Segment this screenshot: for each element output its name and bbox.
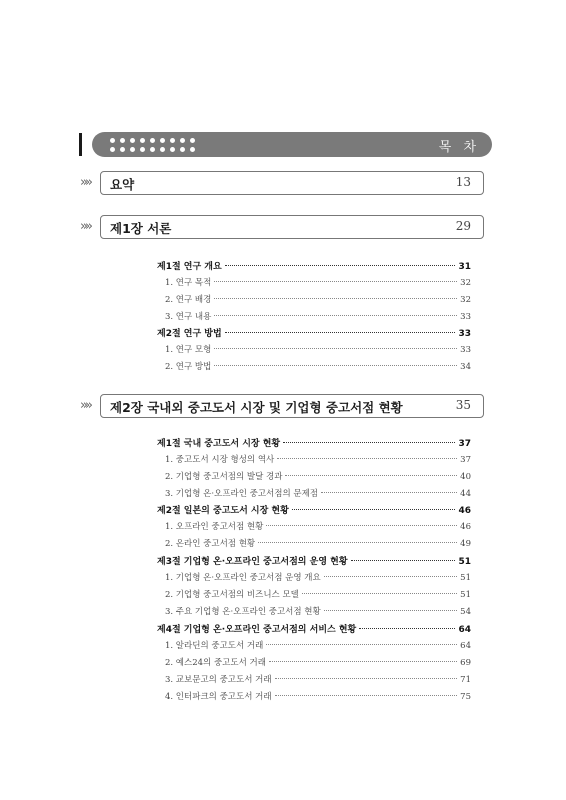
entry-page: 46 xyxy=(460,522,471,532)
toc-header-bar xyxy=(79,130,492,157)
entry-page: 33 xyxy=(460,345,471,355)
chapter-1[interactable] xyxy=(80,215,484,239)
dot-leader xyxy=(277,458,457,459)
dot-leader xyxy=(302,593,457,594)
entry-label: 1. 중고도서 시장 형성의 역사 xyxy=(165,455,275,465)
entry-page: 40 xyxy=(460,472,471,482)
entry-label: 3. 교보문고의 중고도서 거래 xyxy=(165,675,272,685)
entry-page: 54 xyxy=(460,607,471,617)
toc-item[interactable] xyxy=(165,537,471,553)
toc-title: 목 차 xyxy=(438,140,480,155)
entry-label: 1. 기업형 온·오프라인 중고서점 운영 개요 xyxy=(165,573,321,583)
entry-label: 제1절 연구 개요 xyxy=(157,262,222,272)
dot-pattern xyxy=(110,136,200,154)
toc-section[interactable] xyxy=(157,259,471,275)
toc-section[interactable] xyxy=(157,326,471,342)
entry-page: 51 xyxy=(460,573,471,583)
toc-item[interactable] xyxy=(165,343,471,359)
toc-item[interactable] xyxy=(165,588,471,604)
entry-label: 3. 주요 기업형 온·오프라인 중고서점 현황 xyxy=(165,607,321,617)
double-chevron-icon: »» xyxy=(80,398,90,413)
double-chevron-icon: »» xyxy=(80,219,90,234)
dot-leader xyxy=(321,492,457,493)
entry-label: 3. 기업형 온·오프라인 중고서점의 문제점 xyxy=(165,489,318,499)
entry-label: 제4절 기업형 온·오프라인 중고서점의 서비스 현황 xyxy=(157,625,357,635)
double-chevron-icon: »» xyxy=(80,175,90,190)
chapter-page: 13 xyxy=(455,175,471,189)
dot-leader xyxy=(266,525,457,526)
entry-page: 51 xyxy=(458,557,471,567)
dot-leader xyxy=(214,315,457,316)
entry-page: 34 xyxy=(460,362,471,372)
dot-leader xyxy=(351,560,456,561)
entry-page: 46 xyxy=(458,506,471,516)
toc-section[interactable] xyxy=(157,436,471,452)
entry-page: 33 xyxy=(460,312,471,322)
chapter-title: 요약 xyxy=(110,177,135,192)
entry-page: 33 xyxy=(458,329,471,339)
entry-page: 64 xyxy=(458,625,471,635)
entry-label: 4. 인터파크의 중고도서 거래 xyxy=(165,692,272,702)
entry-label: 2. 온라인 중고서점 현황 xyxy=(165,539,256,549)
dot-leader xyxy=(266,644,457,645)
entry-label: 1. 오프라인 중고서점 현황 xyxy=(165,522,264,532)
toc-item[interactable] xyxy=(165,605,471,621)
chapter-title: 제1장 서론 xyxy=(110,221,172,236)
entry-page: 69 xyxy=(460,658,471,668)
toc-item[interactable] xyxy=(165,293,471,309)
dot-leader xyxy=(283,442,455,443)
entry-label: 3. 연구 내용 xyxy=(165,312,212,322)
chapter-box xyxy=(100,171,484,195)
header-marker xyxy=(79,133,82,156)
dot-leader xyxy=(214,281,457,282)
toc-item[interactable] xyxy=(165,470,471,486)
dot-leader xyxy=(214,348,457,349)
entry-page: 49 xyxy=(460,539,471,549)
dot-leader xyxy=(359,628,455,629)
entry-page: 64 xyxy=(460,641,471,651)
dot-leader xyxy=(214,298,457,299)
toc-item[interactable] xyxy=(165,639,471,655)
entry-label: 제2절 일본의 중고도서 시장 현황 xyxy=(157,506,289,516)
entry-label: 2. 연구 배경 xyxy=(165,295,212,305)
entry-label: 2. 예스24의 중고도서 거래 xyxy=(165,658,266,668)
toc-item[interactable] xyxy=(165,310,471,326)
entry-page: 31 xyxy=(458,262,471,272)
entry-label: 2. 기업형 중고서점의 비즈니스 모델 xyxy=(165,590,299,600)
entry-page: 44 xyxy=(460,489,471,499)
entry-label: 1. 연구 모형 xyxy=(165,345,212,355)
toc-item[interactable] xyxy=(165,656,471,672)
entry-label: 제1절 국내 중고도서 시장 현황 xyxy=(157,439,281,449)
toc-item[interactable] xyxy=(165,360,471,376)
toc-item[interactable] xyxy=(165,690,471,706)
dot-leader xyxy=(225,332,456,333)
entry-page: 51 xyxy=(460,590,471,600)
entry-page: 71 xyxy=(460,675,471,685)
dot-leader xyxy=(324,610,457,611)
chapter-summary[interactable] xyxy=(80,171,484,195)
dot-leader xyxy=(275,695,458,696)
toc-section[interactable] xyxy=(157,503,471,519)
toc-item[interactable] xyxy=(165,520,471,536)
entry-page: 37 xyxy=(458,439,471,449)
toc-item[interactable] xyxy=(165,673,471,689)
entry-page: 32 xyxy=(460,278,471,288)
entry-label: 제3절 기업형 온·오프라인 중고서점의 운영 현황 xyxy=(157,557,348,567)
dot-leader xyxy=(225,265,456,266)
entry-page: 37 xyxy=(460,455,471,465)
chapter-box xyxy=(100,215,484,239)
entry-page: 75 xyxy=(460,692,471,702)
chapter-page: 35 xyxy=(455,398,471,412)
dot-leader xyxy=(285,475,457,476)
entry-label: 2. 기업형 중고서점의 발달 경과 xyxy=(165,472,283,482)
toc-item[interactable] xyxy=(165,487,471,503)
entry-page: 32 xyxy=(460,295,471,305)
dot-leader xyxy=(275,678,458,679)
dot-leader xyxy=(258,542,457,543)
chapter-2[interactable] xyxy=(80,394,484,418)
entry-label: 1. 연구 목적 xyxy=(165,278,212,288)
toc-item[interactable] xyxy=(165,571,471,587)
dot-leader xyxy=(269,661,457,662)
entry-label: 제2절 연구 방법 xyxy=(157,329,222,339)
dot-leader xyxy=(214,365,457,366)
chapter-page: 29 xyxy=(455,219,471,233)
entry-label: 1. 알라딘의 중고도서 거래 xyxy=(165,641,264,651)
dot-leader xyxy=(292,509,456,510)
toc-section[interactable] xyxy=(157,622,471,638)
chapter-title: 제2장 국내외 중고도서 시장 및 기업형 중고서점 현황 xyxy=(110,400,403,415)
toc-item[interactable] xyxy=(165,453,471,469)
toc-item[interactable] xyxy=(165,276,471,292)
toc-section[interactable] xyxy=(157,554,471,570)
header-pill xyxy=(92,132,492,157)
entry-label: 2. 연구 방법 xyxy=(165,362,212,372)
dot-leader xyxy=(324,576,457,577)
chapter-box xyxy=(100,394,484,418)
